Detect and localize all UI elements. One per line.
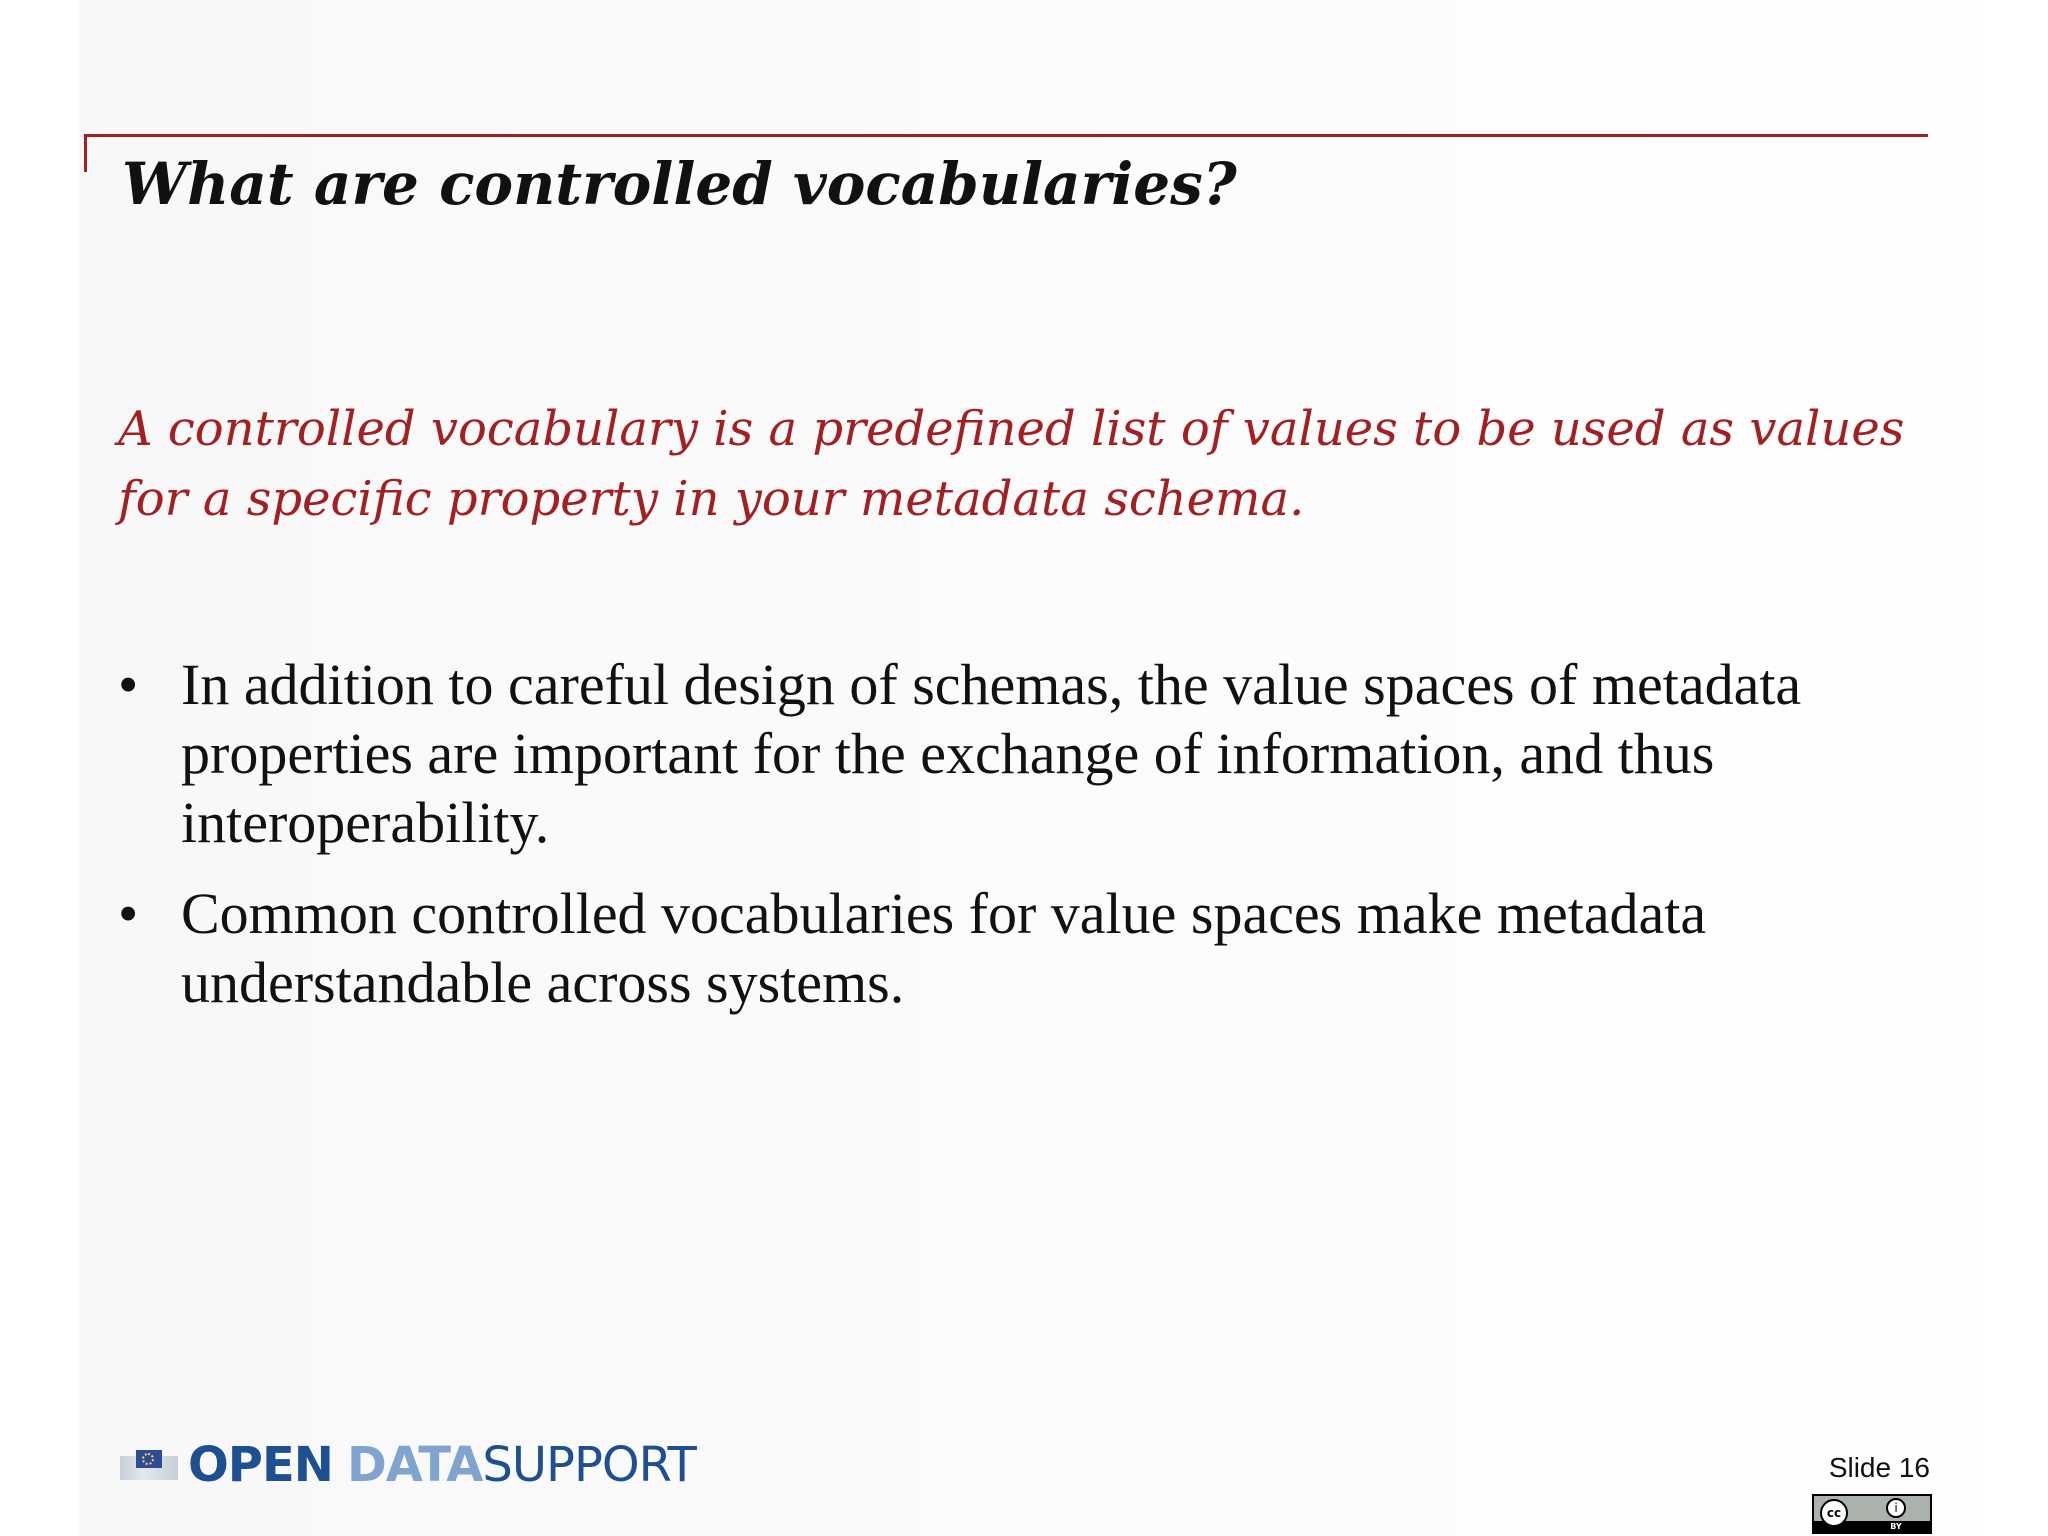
- title-rule: [86, 134, 1928, 137]
- cc-by-license-badge: [1812, 1494, 1932, 1534]
- slide-title: What are controlled vocabularies?: [122, 150, 1237, 218]
- title-rule-tick: [84, 134, 87, 172]
- slide-number: Slide 16: [1828, 1452, 1930, 1483]
- bullet-list: [118, 650, 1938, 1039]
- logo-data-text: DATA: [346, 1437, 483, 1493]
- bullet-text: In addition to careful design of schemas, the value spaces of metadata properties are important for the exchange of information, and thus interoperability.: [181, 652, 1802, 855]
- cc-icon: cc: [1820, 1499, 1848, 1527]
- bullet-item: [118, 650, 1938, 857]
- by-label: BY: [1890, 1522, 1902, 1531]
- eu-flag-icon: [120, 1448, 178, 1482]
- logo-support-text: SUPPORT: [482, 1437, 696, 1493]
- logo-open-text: OPEN: [188, 1437, 333, 1493]
- bullet-text: Common controlled vocabularies for value spaces make metadata understandable across systems.: [181, 881, 1707, 1015]
- open-data-support-logo: [120, 1437, 696, 1493]
- attribution-icon: i: [1886, 1498, 1906, 1518]
- bullet-marker: •: [118, 881, 139, 946]
- bullet-item: [118, 879, 1938, 1017]
- bullet-marker: •: [118, 652, 139, 717]
- definition-text: A controlled vocabulary is a predefined list of values to be used as values for a specific property in your metadata schema.: [118, 401, 1905, 527]
